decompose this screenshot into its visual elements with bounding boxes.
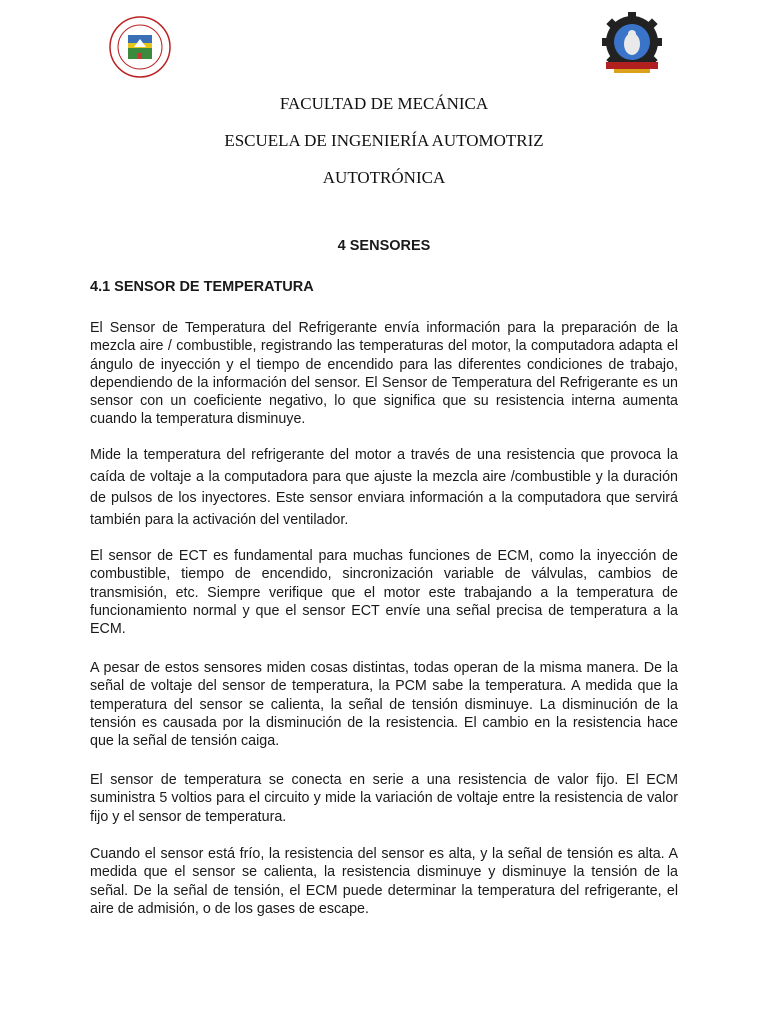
paragraph: Cuando el sensor está frío, la resistencia del sensor es alta, y la señal de tensión es alta. A medida que el sensor se calienta, la resistencia disminuye y disminuye la tensión de la señal. De la señal de tensión, el ECM puede determinar la temperatura del refrigerante, el aire de admisión, o de los gases de escape. [90, 846, 678, 917]
paragraph: El sensor de temperatura se conecta en serie a una resistencia de valor fijo. El ECM suministra 5 voltios para el circuito y mide la variación de voltaje entre la resistencia de valor fijo y el sensor de temperatura. [90, 772, 678, 825]
section-heading: 4 SENSORES [337, 238, 431, 254]
subsection-heading: 4.1 SENSOR DE TEMPERATURA [90, 279, 314, 295]
paragraph: A pesar de estos sensores miden cosas distintas, todas operan de la misma manera. De la señal de voltaje del sensor de temperatura, la PCM sabe la temperatura. A medida que la temperatura del sensor se calienta, la señal de tensión disminuye. La disminución de la tensión es causada por la disminución de la resistencia. El cambio en la resistencia hace que la señal de tensión caiga. [90, 660, 678, 750]
university-seal-logo [108, 15, 172, 79]
automotive-gear-logo [596, 12, 668, 76]
paragraph: El Sensor de Temperatura del Refrigerante envía información para la preparación de la mezcla aire / combustible, registrando las temperaturas del motor, la computadora adapta el ángulo de inyección y el tiempo de encendido para las diferentes condiciones de trabajo, dependiendo de la información del sensor. El Sensor de Temperatura del Refrigerante es un sensor con un coeficiente negativo, lo que significa que su resistencia interna aumenta cuando la temperatura disminuye. [90, 320, 678, 428]
paragraph: Mide la temperatura del refrigerante del motor a través de una resistencia que provoca la caída de voltaje a la computadora para que ajuste la mezcla aire /combustible y la duración de pulsos de los inyectores. Este sensor enviara información a la computadora que servirá también para la activación del ventilador. [90, 447, 678, 528]
faculty-title: FACULTAD DE MECÁNICA [279, 94, 489, 113]
paragraph: El sensor de ECT es fundamental para muchas funciones de ECM, como la inyección de combustible, tiempo de encendido, sincronización variable de válvulas, cambios de transmisión, etc. Siempre verifique que el motor este trabajando a la temperatura de funcionamiento normal y que el sensor ECT envíe una señal precisa de temperatura a la ECM. [90, 548, 678, 638]
school-title: ESCUELA DE INGENIERÍA AUTOMOTRIZ [224, 131, 544, 150]
subject-title: AUTOTRÓNICA [322, 168, 446, 187]
